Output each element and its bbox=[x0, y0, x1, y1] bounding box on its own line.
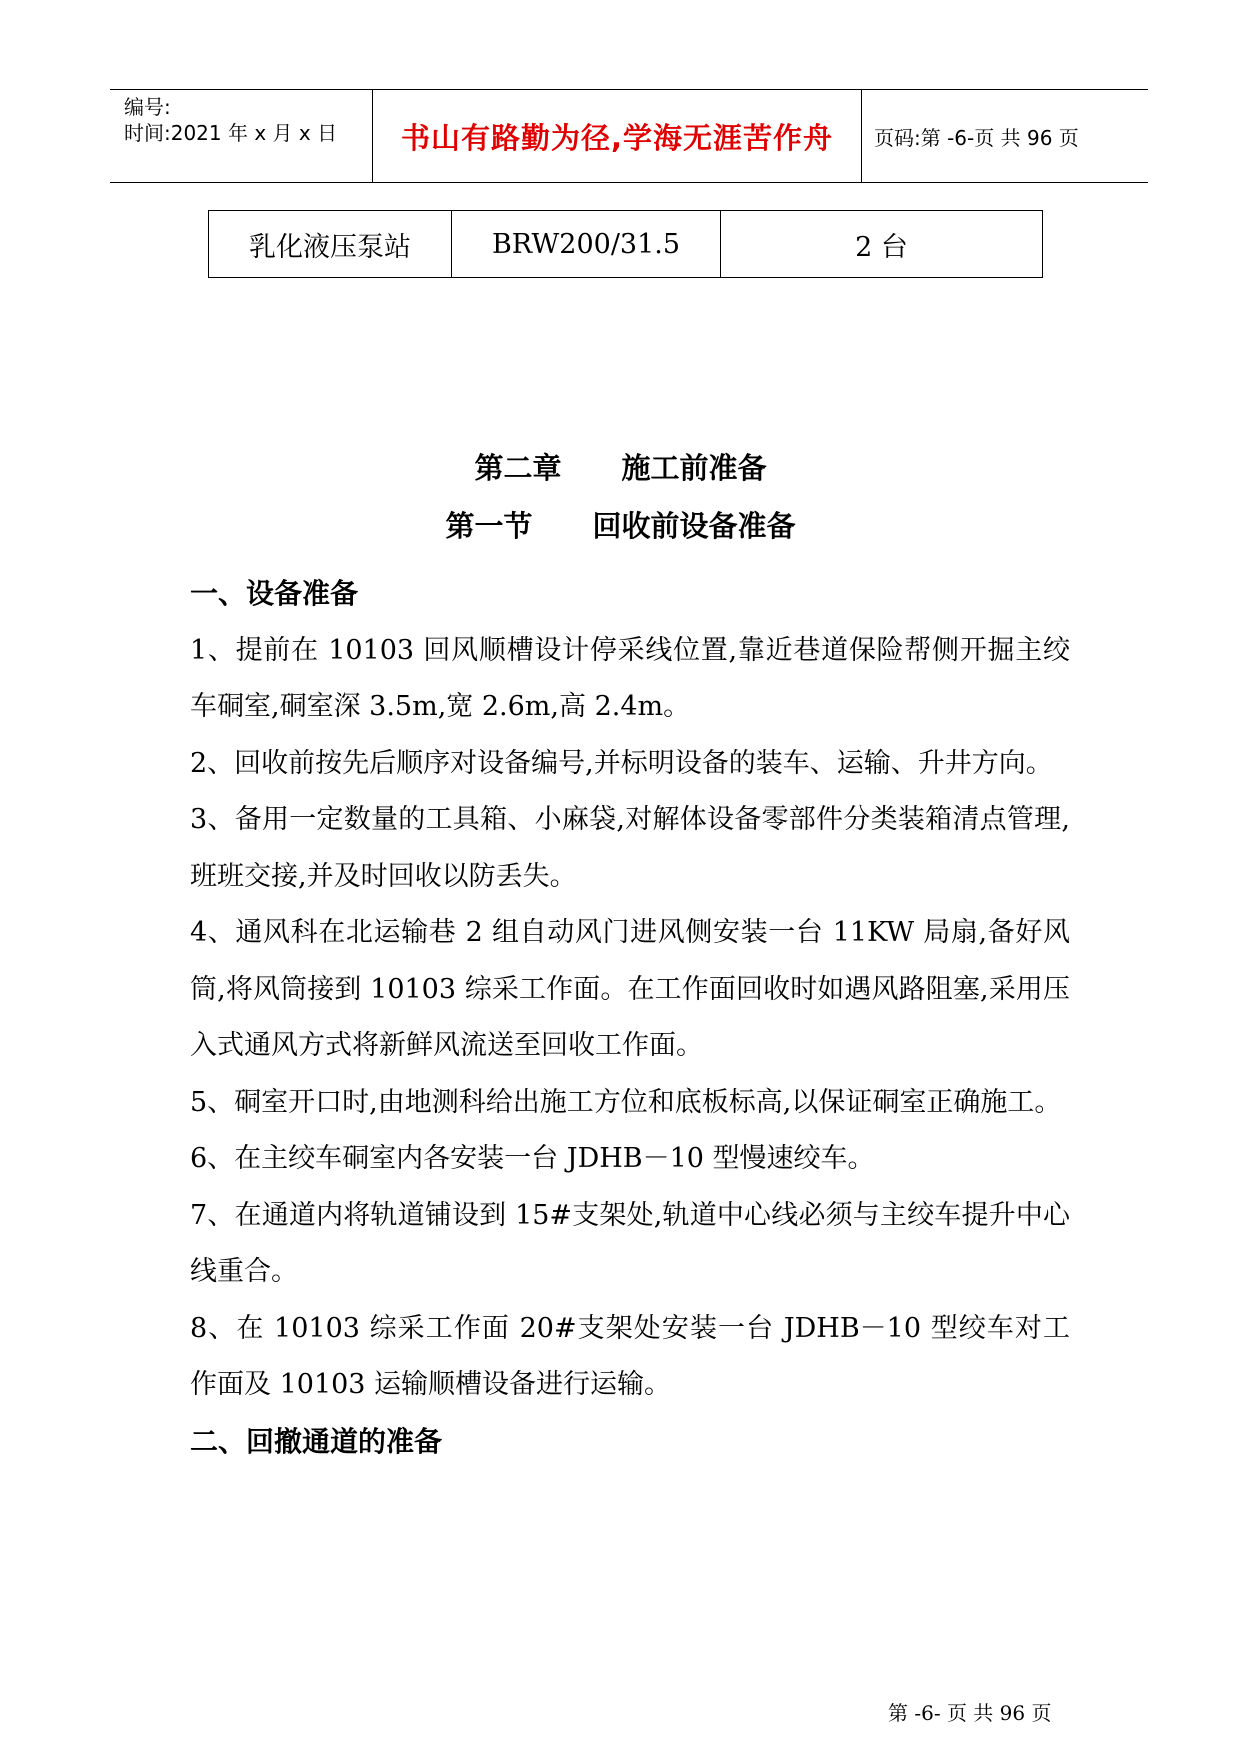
equipment-quantity: 2 台 bbox=[721, 211, 1043, 278]
equipment-model: BRW200/31.5 bbox=[452, 211, 721, 278]
heading-equipment-prep: 一、设备准备 bbox=[190, 577, 359, 610]
section-name: 回收前设备准备 bbox=[592, 509, 796, 543]
equipment-name: 乳化液压泵站 bbox=[209, 211, 452, 278]
list-item: 2、回收前按先后顺序对设备编号,并标明设备的装车、运输、升井方向。 bbox=[190, 747, 1053, 779]
table-row bbox=[209, 211, 1043, 278]
list-item: 6、在主绞车硐室内各安装一台 JDHB－10 型慢速绞车。 bbox=[190, 1143, 875, 1174]
list-item: 5、硐室开口时,由地测科给出施工方位和底板标高,以保证硐室正确施工。 bbox=[190, 1086, 1062, 1118]
header-meta bbox=[110, 90, 373, 182]
chapter-title bbox=[0, 446, 1241, 487]
section-number: 第一节 bbox=[445, 509, 533, 543]
equipment-table bbox=[208, 210, 1043, 278]
page-footer: 第 -6- 页 共 96 页 bbox=[888, 1701, 1052, 1725]
heading-withdrawal-channel: 二、回撤通道的准备 bbox=[190, 1424, 443, 1458]
chapter-name: 施工前准备 bbox=[621, 451, 767, 485]
list-item: 4、通风科在北运输巷 2 组自动风门进风侧安装一台 11KW 局扇,备好风筒,将风筒接到 10103 综采工作面。在工作面回收时如遇风路阻塞,采用压入式通风方式将新鲜风流送至回收工作面。 bbox=[190, 917, 1070, 1061]
time-label: 时间:2021 年 x 月 x 日 bbox=[124, 121, 338, 145]
chapter-number: 第二章 bbox=[474, 451, 562, 485]
page-header bbox=[110, 89, 1148, 183]
list-item: 1、提前在 10103 回风顺槽设计停采线位置,靠近巷道保险帮侧开掘主绞车硐室,硐室深 3.5m,宽 2.6m,高 2.4m。 bbox=[190, 634, 1070, 722]
header-page-info: 页码:第 -6-页 共 96 页 bbox=[874, 125, 1079, 150]
header-motto: 书山有路勤为径,学海无涯苦作舟 bbox=[373, 90, 862, 182]
list-item: 3、备用一定数量的工具箱、小麻袋,对解体设备零部件分类装箱清点管理,班班交接,并及时回收以防丢失。 bbox=[190, 804, 1070, 892]
number-label: 编号: bbox=[124, 95, 171, 119]
list-item: 7、在通道内将轨道铺设到 15#支架处,轨道中心线必须与主绞车提升中心线重合。 bbox=[190, 1199, 1070, 1287]
body-content bbox=[190, 566, 1070, 1470]
list-item: 8、在 10103 综采工作面 20#支架处安装一台 JDHB－10 型绞车对工作面及 10103 运输顺槽设备进行运输。 bbox=[190, 1312, 1070, 1400]
section-title bbox=[0, 504, 1241, 545]
